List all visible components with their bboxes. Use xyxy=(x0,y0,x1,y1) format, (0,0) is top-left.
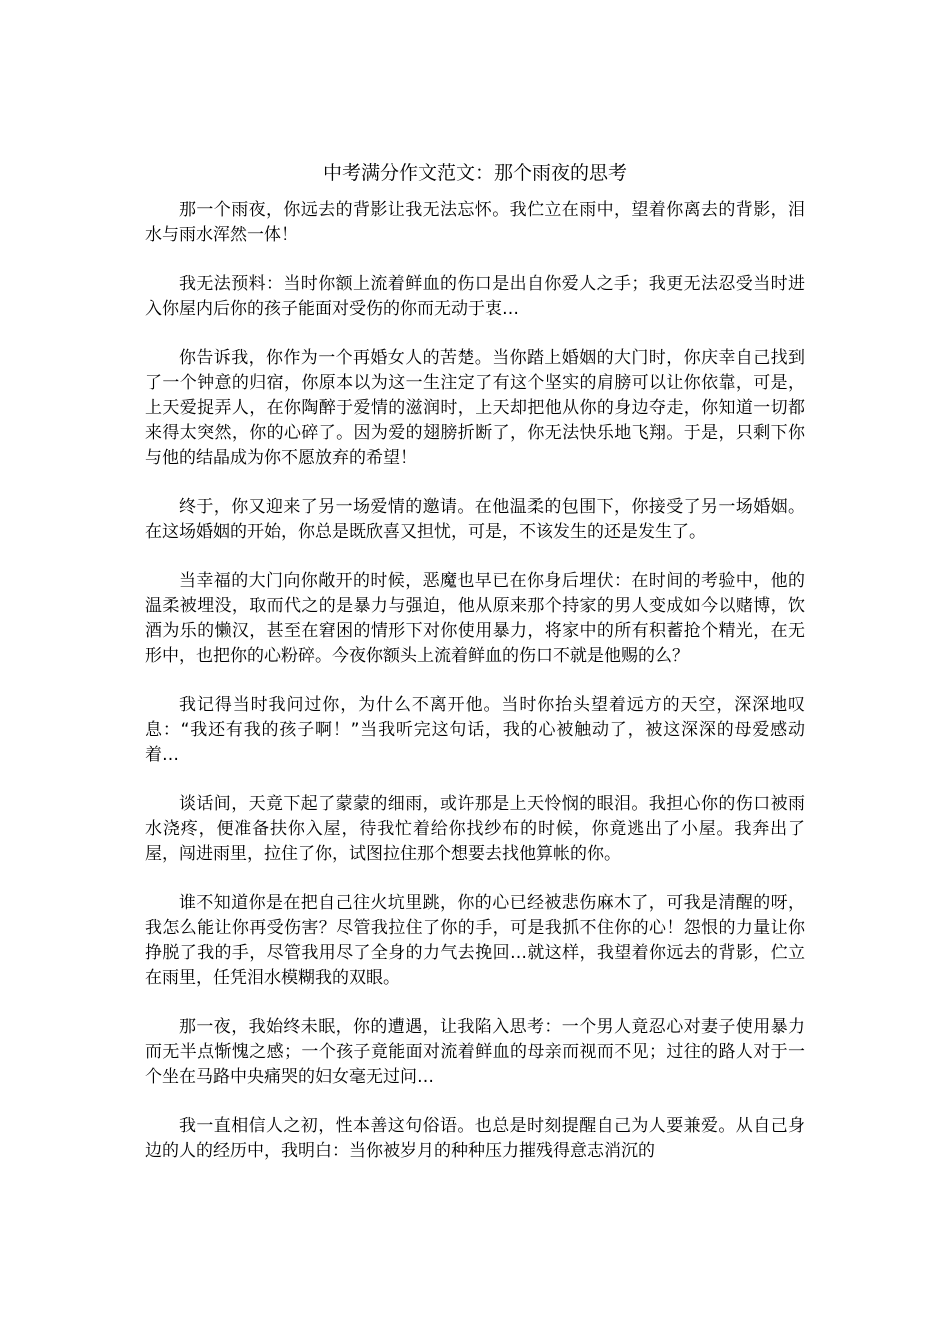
paragraph: 谈话间，天竟下起了蒙蒙的细雨，或许那是上天怜悯的眼泪。我担心你的伤口被雨水浇疼，便准备扶你入屋，待我忙着给你找纱布的时候，你竟逃出了小屋。我奔出了屋，闯进雨里，拉住了你，试图拉住那个想要去找他算帐的你。 xyxy=(145,794,805,864)
paragraph: 谁不知道你是在把自己往火坑里跳，你的心已经被悲伤麻木了，可我是清醒的呀，我怎么能让你再受伤害？尽管我拉住了你的手，可是我抓不住你的心！怨恨的力量让你挣脱了我的手，尽管我用尽了全身的力气去挽回…就这样，我望着你远去的背影，伫立在雨里，任凭泪水模糊我的双眼。 xyxy=(145,893,805,988)
paragraph: 我无法预料：当时你额上流着鲜血的伤口是出自你爱人之手；我更无法忍受当时进入你屋内后你的孩子能面对受伤的你而无动于衷… xyxy=(145,274,805,319)
paragraph: 那一夜，我始终未眠，你的遭遇，让我陷入思考：一个男人竟忍心对妻子使用暴力而无半点惭愧之感；一个孩子竟能面对流着鲜血的母亲而视而不见；过往的路人对于一个坐在马路中央痛哭的妇女毫无过问… xyxy=(145,1017,805,1087)
document-body xyxy=(145,198,805,1188)
paragraph: 终于，你又迎来了另一场爱情的邀请。在他温柔的包围下，你接受了另一场婚姻。在这场婚姻的开始，你总是既欣喜又担忧，可是，不该发生的还是发生了。 xyxy=(145,497,805,542)
document-title: 中考满分作文范文：那个雨夜的思考 xyxy=(322,162,627,184)
paragraph: 当幸福的大门向你敞开的时候，恶魔也早已在你身后埋伏：在时间的考验中，他的温柔被埋没，取而代之的是暴力与强迫，他从原来那个持家的男人变成如今以赌博，饮酒为乐的懒汉，甚至在窘困的情形下对你使用暴力，将家中的所有积蓄抢个精光，在无形中，也把你的心粉碎。今夜你额头上流着鲜血的伤口不就是他赐的么？ xyxy=(145,571,805,666)
paragraph: 我一直相信人之初，性本善这句俗语。也总是时刻提醒自己为人要兼爱。从自己身边的人的经历中，我明白：当你被岁月的种种压力摧残得意志消沉的 xyxy=(145,1116,805,1161)
paragraph: 你告诉我，你作为一个再婚女人的苦楚。当你踏上婚姻的大门时，你庆幸自己找到了一个钟意的归宿，你原本以为这一生注定了有这个坚实的肩膀可以让你依靠，可是，上天爱捉弄人，在你陶醉于爱情的滋润时，上天却把他从你的身边夺走，你知道一切都来得太突然，你的心碎了。因为爱的翅膀折断了，你无法快乐地飞翔。于是，只剩下你与他的结晶成为你不愿放弃的希望！ xyxy=(145,348,805,468)
paragraph: 那一个雨夜，你远去的背影让我无法忘怀。我伫立在雨中，望着你离去的背影，泪水与雨水浑然一体！ xyxy=(145,200,805,245)
paragraph: 我记得当时我问过你，为什么不离开他。当时你抬头望着远方的天空，深深地叹息：“我还有我的孩子啊！”当我听完这句话，我的心被触动了，被这深深的母爱感动着… xyxy=(145,695,805,765)
